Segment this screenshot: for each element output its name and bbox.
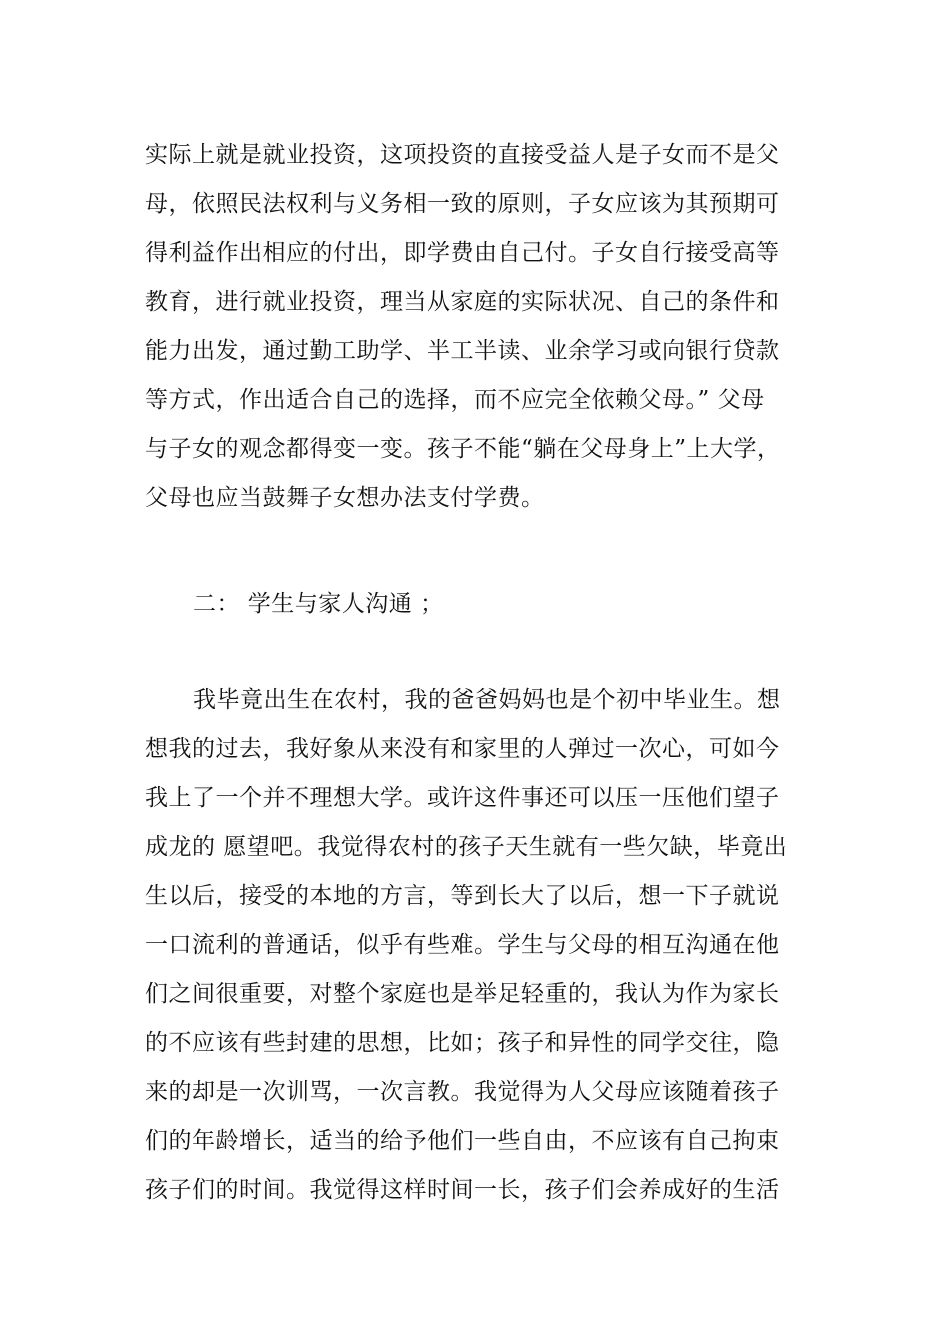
section-heading: 二： 学生与家人沟通 ； <box>193 591 444 617</box>
text-line: 得利益作出相应的付出，即学费由自己付。子女自行接受高等 <box>145 240 780 266</box>
text-line: 教育，进行就业投资，理当从家庭的实际状况、自己的条件和 <box>145 289 780 315</box>
text-line: 与子女的观念都得变一变。孩子不能“躺在父母身上”上大学， <box>145 436 781 462</box>
text-line: 实际上就是就业投资，这项投资的直接受益人是子女而不是父 <box>145 142 780 168</box>
text-line: 等方式，作出适合自己的选择，而不应完全依赖父母。” 父母 <box>145 387 765 413</box>
text-line: 生以后，接受的本地的方言，等到长大了以后，想一下子就说 <box>145 883 780 909</box>
text-line: 我上了一个并不理想大学。或许这件事还可以压一压他们望子 <box>145 785 780 811</box>
text-line: 成龙的 愿望吧。我觉得农村的孩子天生就有一些欠缺，毕竟出 <box>145 834 788 860</box>
text-line: 想我的过去，我好象从来没有和家里的人弹过一次心，可如今 <box>145 736 780 762</box>
text-line: 我毕竟出生在农村，我的爸爸妈妈也是个初中毕业生。想 <box>193 687 781 713</box>
text-line: 父母也应当鼓舞子女想办法支付学费。 <box>145 485 545 511</box>
text-line: 的不应该有些封建的思想，比如；孩子和异性的同学交往，隐 <box>145 1030 780 1056</box>
text-line: 来的却是一次训骂，一次言教。我觉得为人父母应该随着孩子 <box>145 1079 780 1105</box>
text-line: 们的年龄增长，适当的给予他们一些自由，不应该有自己拘束 <box>145 1128 780 1154</box>
text-line: 孩子们的时间。我觉得这样时间一长，孩子们会养成好的生活 <box>145 1177 780 1203</box>
text-line: 一口流利的普通话，似乎有些难。学生与父母的相互沟通在他 <box>145 932 780 958</box>
text-line: 母，依照民法权利与义务相一致的原则，子女应该为其预期可 <box>145 191 780 217</box>
text-line: 能力出发，通过勤工助学、半工半读、业余学习或向银行贷款 <box>145 338 780 364</box>
text-line: 们之间很重要，对整个家庭也是举足轻重的，我认为作为家长 <box>145 981 780 1007</box>
